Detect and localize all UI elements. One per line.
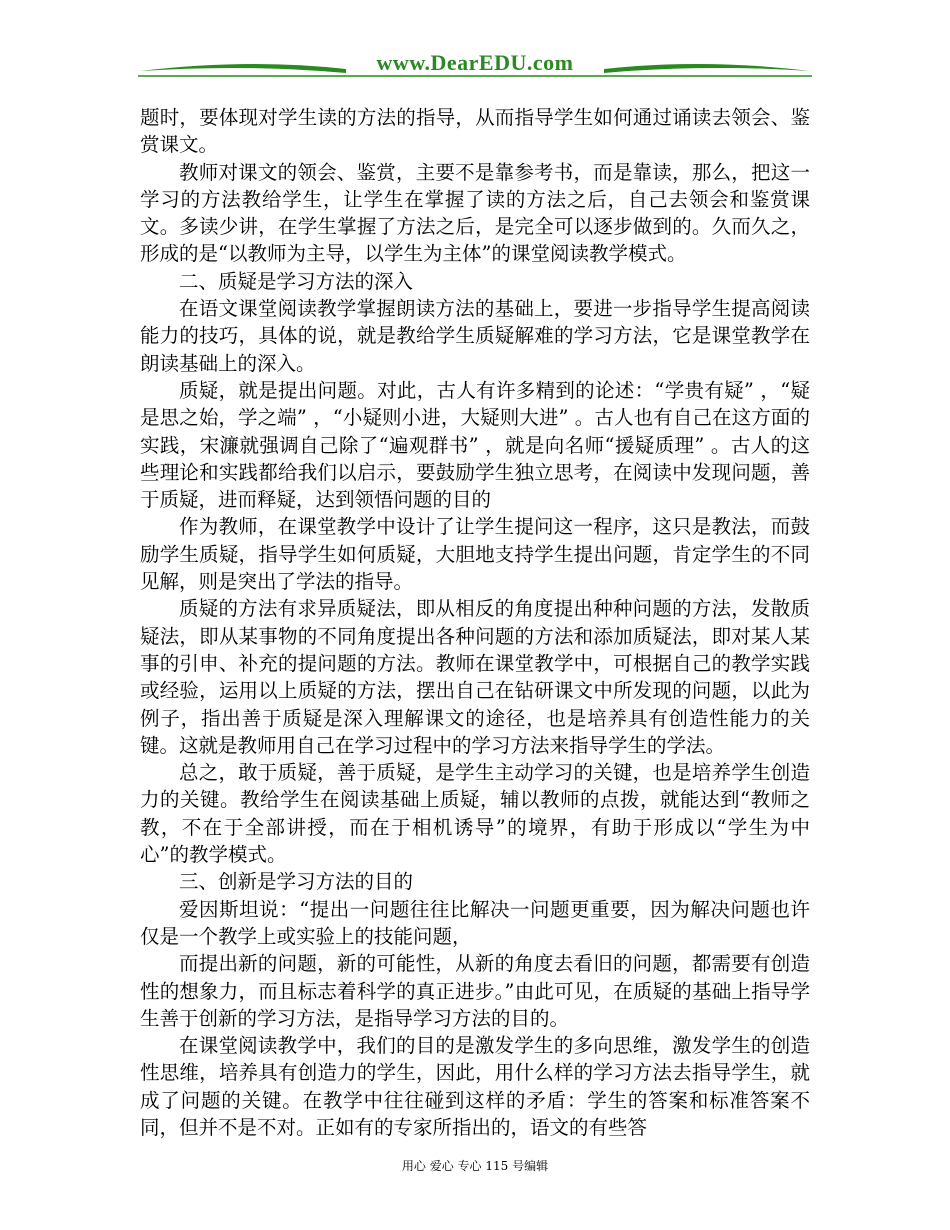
paragraph: 教师对课文的领会、鉴赏，主要不是靠参考书，而是靠读，那么，把这一学习的方法教给学生，让学生在掌握了读的方法之后，自己去领会和鉴赏课文。多读少讲，在学生掌握了方法之后，是完全可以逐步做到的。久而久之，形成的是“以教师为主导，以学生为主体”的课堂阅读教学模式。 — [140, 160, 810, 266]
article-body — [140, 104, 810, 1141]
site-header — [138, 48, 812, 82]
paragraph: 题时，要体现对学生读的方法的指导，从而指导学生如何通过诵读去领会、鉴赏课文。 — [140, 106, 810, 157]
paragraph: 三、创新是学习方法的目的 — [179, 870, 414, 894]
paragraph: 在课堂阅读教学中，我们的目的是激发学生的多向思维，激发学生的创造性思维，培养具有创造力的学生，因此，用什么样的学习方法去指导学生，就成了问题的关键。在教学中往往碰到这样的矛盾：学生的答案和标准答案不同，但并不是不对。正如有的专家所指出的，语文的有些答 — [140, 1034, 810, 1139]
paragraph: 质疑的方法有求异质疑法，即从相反的角度提出种种问题的方法，发散质疑法，即从某事物的不同角度提出各种问题的方法和添加质疑法，即对某人某事的引申、补充的提问题的方法。教师在课堂教学中，可根据自己的教学实践或经验，运用以上质疑的方法，摆出自己在钻研课文中所发现的问题，以此为例子，指出善于质疑是深入理解课文的途径，也是培养具有创造性能力的关键。这就是教师用自己在学习过程中的学习方法来指导学生的学法。 — [140, 597, 810, 757]
site-logo-text[interactable]: www.DearEDU.com — [376, 50, 574, 75]
paragraph: 总之，敢于质疑，善于质疑，是学生主动学习的关键，也是培养学生创造力的关键。教给学生在阅读基础上质疑，辅以教师的点拨，就能达到“教师之教，不在于全部讲授，而在于相机诱导”的境界，有助于形成以“学生为中心”的教学模式。 — [140, 761, 810, 867]
paragraph: 而提出新的问题，新的可能性，从新的角度去看旧的问题，都需要有创造性的想象力，而且标志着科学的真正进步。”由此可见，在质疑的基础上指导学生善于创新的学习方法，是指导学习方法的目的。 — [140, 952, 810, 1030]
page-footer: 用心 爱心 专心 115 号编辑 — [401, 1159, 549, 1173]
paragraph: 爱因斯坦说：“提出一问题往往比解决一问题更重要，因为解决问题也许仅是一个教学上或实验上的技能问题， — [140, 897, 810, 948]
paragraph: 在语文课堂阅读教学掌握朗读方法的基础上，要进一步指导学生提高阅读能力的技巧，具体的说，就是教给学生质疑解难的学习方法，它是课堂教学在朗读基础上的深入。 — [140, 297, 810, 375]
paragraph: 质疑，就是提出问题。对此，古人有许多精到的论述：“学贵有疑” ，“疑是思之始，学之端” ，“小疑则小进，大疑则大进” 。古人也有自己在这方面的实践，宋濂就强调自己除了“遍观群书” ，就是向名师“援疑质理” 。古人的这些理论和实践都给我们以启示，要鼓励学生独立思考，在阅读中发现问题，善于质疑，进而释疑，达到领悟问题的目的 — [140, 378, 810, 512]
paragraph: 作为教师，在课堂教学中设计了让学生提问这一程序，这只是教法，而鼓励学生质疑，指导学生如何质疑，大胆地支持学生提出问题，肯定学生的不同见解，则是突出了学法的指导。 — [140, 515, 810, 594]
paragraph: 二、质疑是学习方法的深入 — [179, 269, 414, 293]
